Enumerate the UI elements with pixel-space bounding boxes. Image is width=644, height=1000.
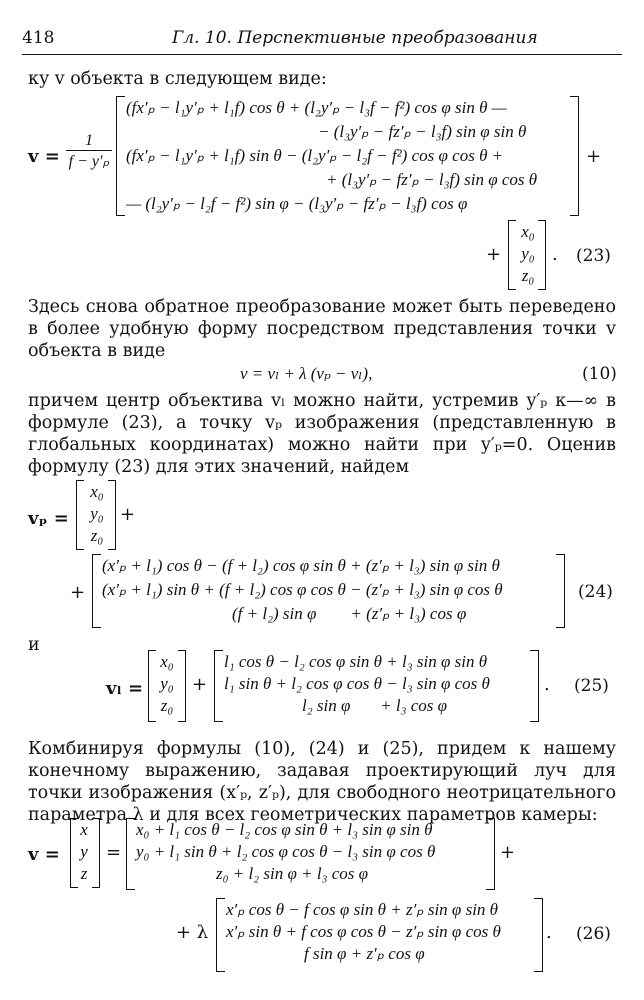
page-number: 418 [22,28,55,48]
eq26-row1-3: z₀ + l₂ sin φ + l₃ cos φ [216,864,369,883]
eq26-plus: + [500,842,516,863]
eq26-number: (26) [576,924,611,944]
eq25-vec-y0: y₀ [160,674,174,693]
equation-25 [0,650,644,715]
eq26-row1-2: y₀ + l₁ sin θ + l₂ cos φ cos θ − l₃ sin φ cos θ [136,842,436,861]
eq24-plus-1: + [120,504,136,525]
eq25-plus: + [192,674,208,695]
eq24-vec-z0: z₀ [90,526,104,545]
eq26-equals: = [106,842,122,863]
eq23-row-5: — (l₂y′ₚ − l₂f − f²) sin φ − (l₃y′ₚ − fz′ₚ − l₃f) cos φ [126,194,468,213]
eq25-left-bracket [214,650,223,722]
eq25-row-3: l₂ sin φ + l₃ cos φ [302,696,448,715]
eq25-row-1: l₁ cos θ − l₂ cos φ sin θ + l₃ sin φ sin θ [224,652,488,671]
equation-24 [0,478,644,623]
eq24-vec-x0: x₀ [90,482,104,501]
eq24-left-bracket [92,554,101,628]
eq26-vec-z: z [80,864,88,883]
eq23-vec-y0: y₀ [521,244,535,263]
eq10-expression: v = vₗ + λ (vₚ − vₗ), [240,364,373,383]
eq23-left-bracket [116,96,125,216]
eq23-row-1: (fx′ₚ − l₁y′ₚ + l₁f) cos θ + (l₂y′ₚ − l₃f − f²) cos φ sin θ — [126,98,507,117]
equation-26 [0,818,644,963]
eq26-dot: . [546,922,552,943]
eq24-number: (24) [578,582,613,602]
eq26-row1-1: x₀ + l₁ cos θ − l₂ cos φ sin θ + l₃ sin φ sin θ [136,820,433,839]
eq24-vec-y0: y₀ [90,504,104,523]
paragraph-inverse: Здесь снова обратное преобразование может быть переведено в более удобную форму посредством представления точки v объекта в виде [28,297,616,361]
eq26-vec-x: x [80,820,88,839]
eq24-row-1: (x′ₚ + l₁) cos θ − (f + l₂) cos φ sin θ + (z′ₚ + l₃) sin φ sin θ [102,556,500,575]
eq24-right-bracket [556,554,565,628]
eq26-right-bracket-2 [534,898,543,972]
eq26-lambda: + λ [176,922,209,943]
eq23-plus: + [586,146,602,167]
eq26-vec-y: y [80,842,88,861]
eq23-frac-den: f − y′ₚ [66,150,112,171]
eq24-lhs: vₚ = [28,508,69,529]
eq26-row2-3: f sin φ + z′ₚ cos φ [304,944,425,963]
eq10-number: (10) [582,364,617,384]
eq23-fraction [66,132,112,171]
eq23-number: (23) [576,246,611,266]
equation-23 [0,92,644,285]
eq26-left-bracket-1 [126,818,135,890]
eq25-number: (25) [574,676,609,696]
eq24-row-2: (x′ₚ + l₁) sin θ + (f + l₂) cos φ cos θ − (z′ₚ + l₃) sin φ cos θ [102,580,503,599]
eq23-row-4: + (l₃y′ₚ − fz′ₚ − l₃f) sin φ cos θ [326,170,538,189]
running-title: Гл. 10. Перспективные преобразования [172,28,538,48]
eq23-right-bracket [570,96,579,216]
header-rule [22,54,622,55]
eq23-row-2: − (l₃y′ₚ − fz′ₚ − l₃f) sin φ sin θ [318,122,527,141]
eq23-plus-2: + [486,244,502,265]
eq26-row2-2: x′ₚ sin θ + f cos φ cos θ − z′ₚ sin φ cos θ [226,922,501,941]
eq26-left-bracket-2 [216,898,225,972]
eq26-right-bracket-1 [486,818,495,890]
eq25-vec-z0: z₀ [160,696,174,715]
eq25-right-bracket [530,650,539,722]
eq25-row-2: l₁ sin θ + l₂ cos φ cos θ − l₃ sin φ cos θ [224,674,490,693]
eq23-lhs: v = [28,146,60,167]
eq23-vec-z0: z₀ [521,266,535,285]
eq23-row-3: (fx′ₚ − l₁y′ₚ + l₁f) sin θ − (l₂y′ₚ − l₂f − f²) cos φ cos θ + [126,146,504,165]
equation-10 [0,364,644,384]
paragraph-intro: ку v объекта в следующем виде: [28,69,327,89]
eq23-vec-x0: x₀ [521,222,535,241]
eq26-row2-1: x′ₚ cos θ − f cos φ sin θ + z′ₚ sin φ sin θ [226,900,499,919]
eq24-row-3: (f + l₂) sin φ + (z′ₚ + l₃) cos φ [232,604,467,623]
eq25-vec-x0: x₀ [160,652,174,671]
eq24-plus-2: + [70,582,86,603]
eq25-dot: . [544,674,550,695]
eq23-dot: . [552,244,558,265]
eq23-frac-num: 1 [85,132,93,149]
paragraph-center: причем центр объектива vₗ можно найти, устремив y′ₚ к—∞ в формуле (23), а точку vₚ изображения (представленную в глобальных координатах) можно найти при y′ₚ=0. Оценив формулу (23) для этих значений, найдем [28,391,616,477]
eq26-lhs: v = [28,844,60,865]
page-header [22,28,622,52]
paragraph-combine: Комбинируя формулы (10), (24) и (25), придем к нашему конечному выражению, задавая проектирующий луч для точки изображения (x′ₚ, z′ₚ), для свободного неотрицательного параметра λ и для всех геометрических параметров камеры: [28,739,616,825]
paragraph-and: и [28,635,40,655]
eq25-lhs: vₗ = [106,678,144,699]
